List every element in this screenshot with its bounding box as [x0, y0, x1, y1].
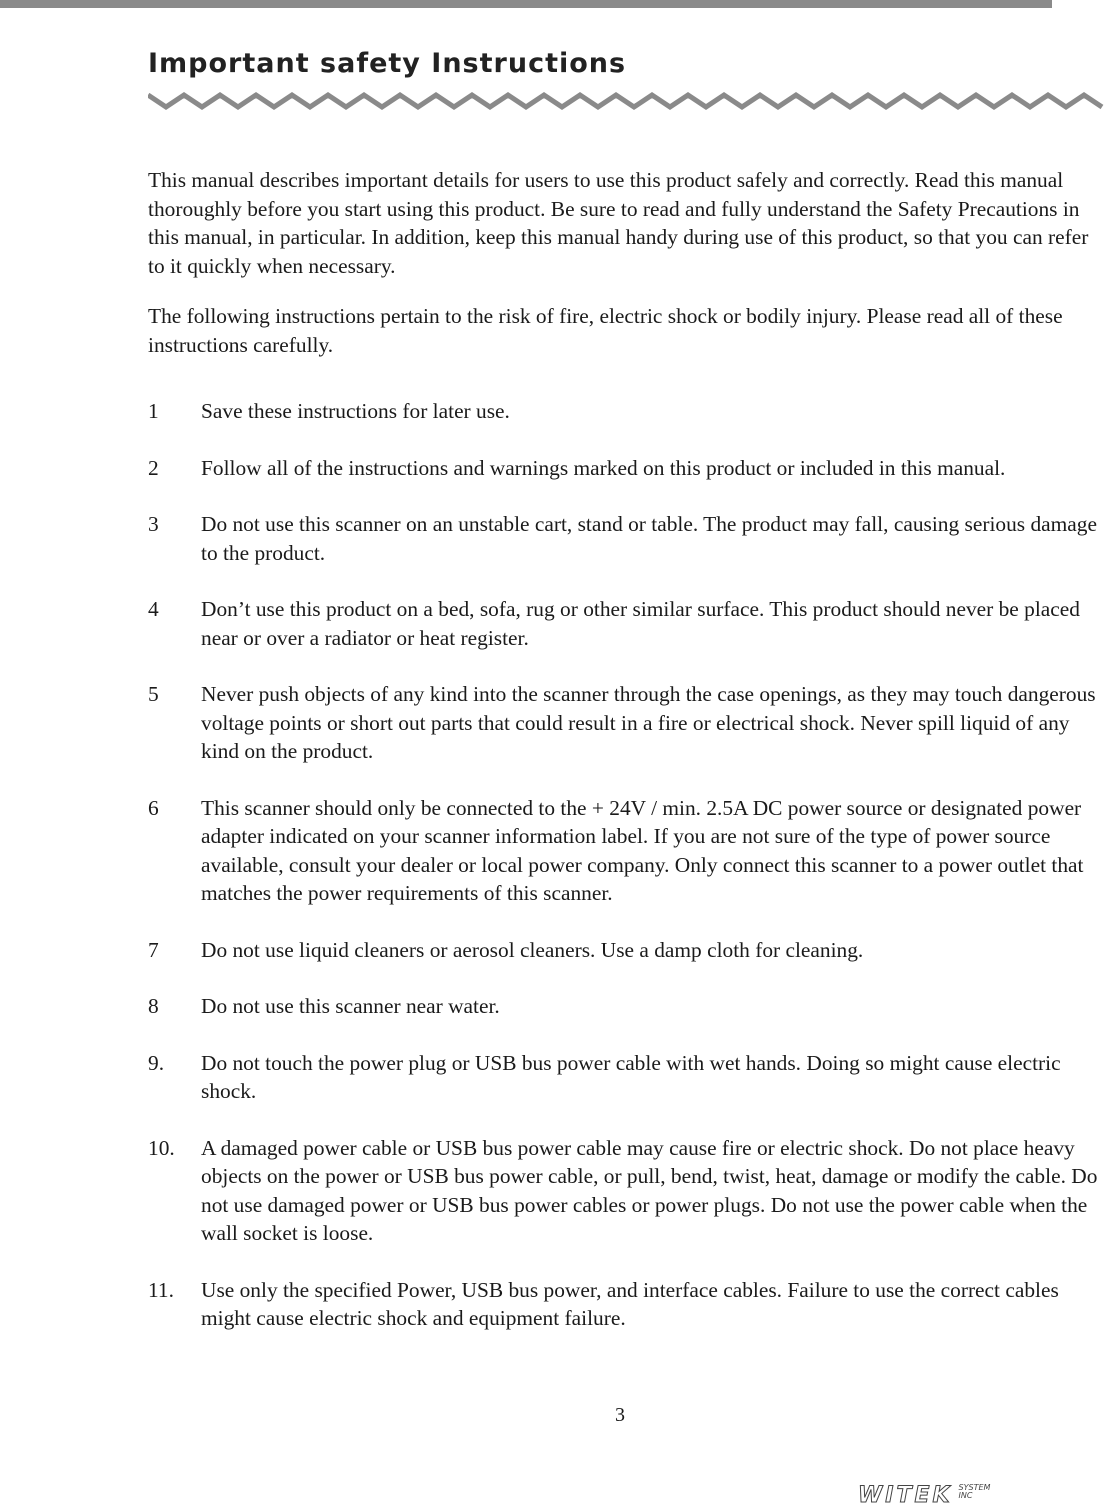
logo-sub-top: SYSTEM: [958, 1483, 991, 1492]
list-item: [148, 510, 1098, 567]
item-number: 10.: [148, 1135, 175, 1160]
zigzag-divider: [148, 88, 1117, 114]
list-item: [148, 1134, 1098, 1248]
item-number: 8: [148, 994, 159, 1018]
list-item: [148, 454, 1098, 483]
logo-sub-bottom: INC: [958, 1491, 973, 1500]
top-rule: [0, 0, 1052, 8]
item-text: Use only the specified Power, USB bus power, and interface cables. Failure to use the correct cables might cause electric shock and equipment failure.: [201, 1277, 1059, 1330]
document-body: [148, 166, 1098, 1361]
item-text: Follow all of the instructions and warnings marked on this product or included in this manual.: [201, 455, 1006, 480]
witek-logo: [858, 1484, 990, 1506]
list-item: [148, 595, 1098, 652]
item-number: 5: [148, 682, 159, 706]
item-number: 1: [148, 399, 159, 423]
item-text: A damaged power cable or USB bus power cable may cause fire or electric shock. Do not place heavy objects on the power or USB bus power cable, or pull, bend, twist, heat, damage or modify the cable. Do not use damaged power or USB bus power cables or power plugs. Do not use the power cable when the wall socket is loose.: [201, 1135, 1098, 1245]
item-text: Do not use this scanner on an unstable cart, stand or table. The product may fall, causing serious damage to the product.: [201, 512, 1097, 565]
list-item: [148, 1276, 1098, 1333]
page-number: 3: [615, 1404, 625, 1426]
item-number: 6: [148, 795, 159, 820]
item-text: This scanner should only be connected to the + 24V / min. 2.5A DC power source or designated power adapter indicated on your scanner information label. If you are not sure of the type of power source available, consult your dealer or local power company. Only connect this scanner to a power outlet that matches the power requirements of this scanner.: [201, 795, 1084, 905]
intro-paragraph: The following instructions pertain to the risk of fire, electric shock or bodily injury. Please read all of these instructions carefully.: [148, 304, 1063, 357]
instruction-list: [148, 397, 1098, 1333]
page-title: Important safety Instructions: [148, 48, 627, 79]
item-number: 7: [148, 937, 159, 962]
item-text: Do not use this scanner near water.: [201, 994, 500, 1018]
list-item: [148, 992, 1098, 1021]
list-item: [148, 680, 1098, 766]
intro-paragraph: This manual describes important details for users to use this product safely and correctly. Read this manual thoroughly before you start using this product. Be sure to read and fully understand the Safety Precautions in this manual, in particular. In addition, keep this manual handy during use of this product, so that you can refer to it quickly when necessary.: [148, 168, 1089, 278]
item-text: Do not touch the power plug or USB bus power cable with wet hands. Doing so might cause electric shock.: [201, 1050, 1061, 1103]
item-text: Don’t use this product on a bed, sofa, rug or other similar surface. This product should never be placed near or over a radiator or heat register.: [201, 597, 1080, 650]
item-number: 11.: [148, 1277, 174, 1302]
item-number: 3: [148, 512, 159, 536]
logo-subtext: [959, 1484, 991, 1500]
list-item: [148, 1049, 1098, 1106]
item-text: Do not use liquid cleaners or aerosol cleaners. Use a damp cloth for cleaning.: [201, 937, 864, 962]
item-text: Save these instructions for later use.: [201, 399, 510, 423]
item-number: 2: [148, 455, 159, 480]
list-item: [148, 936, 1098, 965]
logo-brand: WITEK: [858, 1483, 953, 1508]
item-number: 4: [148, 597, 159, 621]
item-number: 9.: [148, 1050, 165, 1075]
item-text: Never push objects of any kind into the scanner through the case openings, as they may touch dangerous voltage points or short out parts that could result in a fire or electrical shock. Never spill liquid of any kind on the product.: [201, 682, 1096, 763]
list-item: [148, 794, 1098, 908]
list-item: [148, 397, 1098, 426]
